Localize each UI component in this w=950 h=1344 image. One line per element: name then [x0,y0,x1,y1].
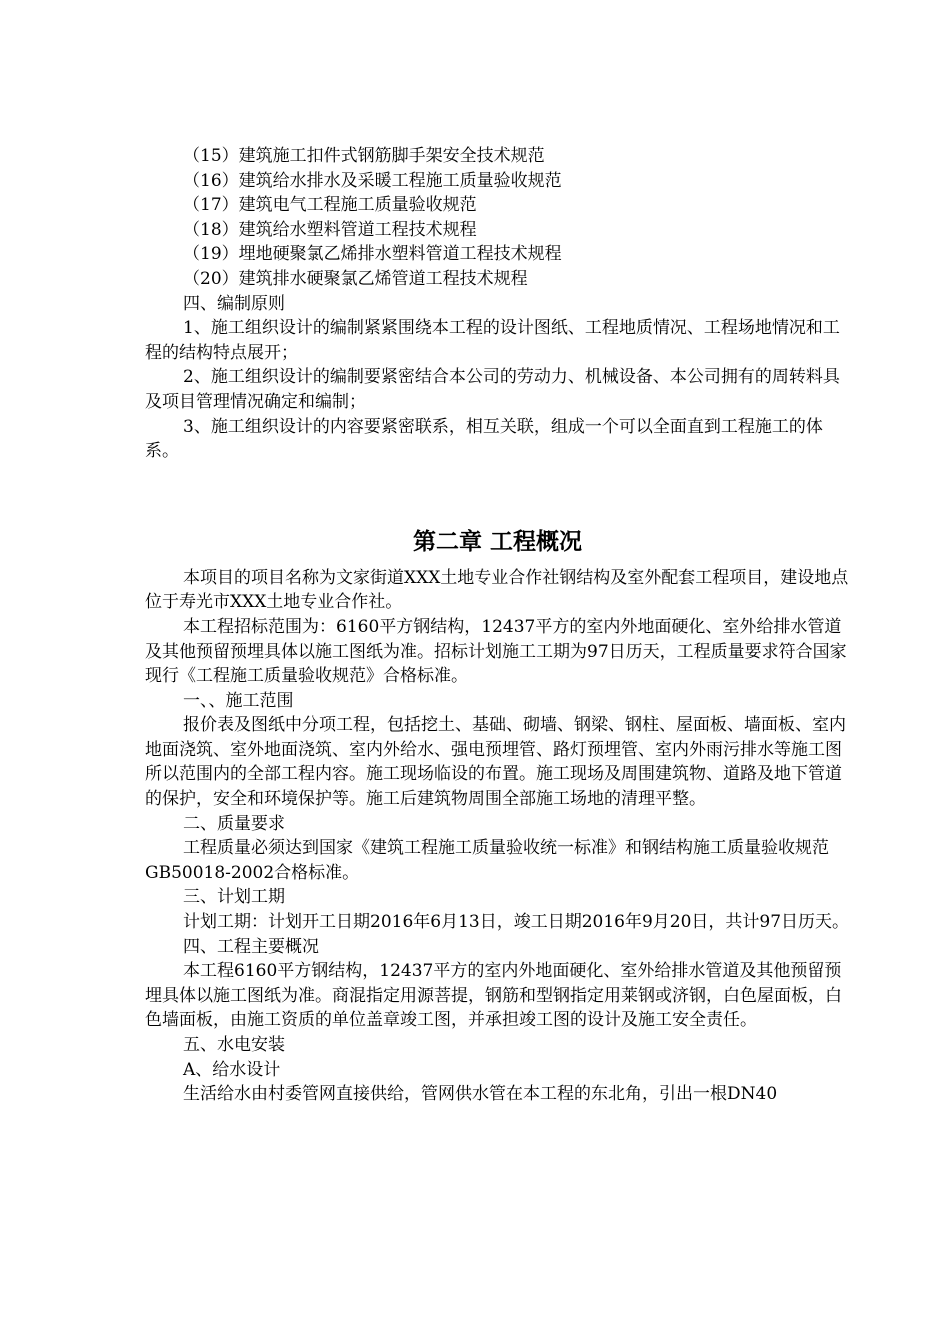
standard-item-15: （15）建筑施工扣件式钢筋脚手架安全技术规范 [183,146,545,166]
bid-scope-intro: 本工程招标范围为：6160平方钢结构，12437平方的室内外地面硬化、室外给排水管道及其他预留预埋具体以施工图纸为准。招标计划施工工期为97日历天，工程质量要求符合国家现行《工程施工质量验收规范》合格标准。 [145,616,847,687]
schedule-text: 计划工期：计划开工日期2016年6月13日，竣工日期2016年9月20日，共计97日历天。 [183,912,850,933]
principle-item-3: 3、施工组织设计的内容要紧密联系，相互关联，组成一个可以全面直到工程施工的体系。 [145,416,823,462]
scope-text: 报价表及图纸中分项工程，包括挖土、基础、砌墙、钢梁、钢柱、屋面板、墙面板、室内地面浇筑、室外地面浇筑、室内外给水、强电预埋管、路灯预埋管、室内外雨污排水等施工图所以范围内的全部工程内容。施工现场临设的布置。施工现场及周围建筑物、道路及地下管道的保护，安全和环境保护等。施工后建筑物周围全部施工场地的清理平整。 [145,715,846,810]
standard-item-19: （19）埋地硬聚氯乙烯排水塑料管道工程技术规程 [183,244,562,265]
overview-title: 四、工程主要概况 [183,936,319,957]
quality-title: 二、质量要求 [183,813,285,834]
quality-text: 工程质量必须达到国家《建筑工程施工质量验收统一标准》和钢结构施工质量验收规范GB50018-2002合格标准。 [145,838,829,883]
standard-item-18: （18）建筑给水塑料管道工程技术规程 [183,219,477,240]
principles-title: 四、编制原则 [183,293,285,314]
principle-item-1: 1、施工组织设计的编制紧紧围绕本工程的设计图纸、工程地质情况、工程场地情况和工程的结构特点展开； [145,318,840,363]
mep-title: 五、水电安装 [183,1035,285,1055]
water-supply-title: A、给水设计 [183,1059,281,1080]
schedule-title: 三、计划工期 [183,887,285,908]
principle-item-2: 2、施工组织设计的编制要紧密结合本公司的劳动力、机械设备、本公司拥有的周转料具及项目管理情况确定和编制； [145,367,840,412]
overview-text: 本工程6160平方钢结构，12437平方的室内外地面硬化、室外给排水管道及其他预留预埋具体以施工图纸为准。商混指定用源菩提，钢筋和型钢指定用莱钢或济钢，白色屋面板，白色墙面板，由施工资质的单位盖章竣工图，并承担竣工图的设计及施工安全责任。 [145,961,842,1031]
standard-item-20: （20）建筑排水硬聚氯乙烯管道工程技术规程 [183,268,528,289]
scope-title: 一、、施工范围 [183,690,294,711]
chapter-title: 第二章 工程概况 [412,528,582,555]
standard-item-17: （17）建筑电气工程施工质量验收规范 [183,195,477,216]
water-supply-text: 生活给水由村委管网直接供给，管网供水管在本工程的东北角，引出一根DN40 [183,1084,778,1105]
standard-item-16: （16）建筑给水排水及采暖工程施工质量验收规范 [183,170,562,191]
project-intro: 本项目的项目名称为文家街道XXX土地专业合作社钢结构及室外配套工程项目，建设地点位于寿光市XXX土地专业合作社。 [145,567,849,613]
